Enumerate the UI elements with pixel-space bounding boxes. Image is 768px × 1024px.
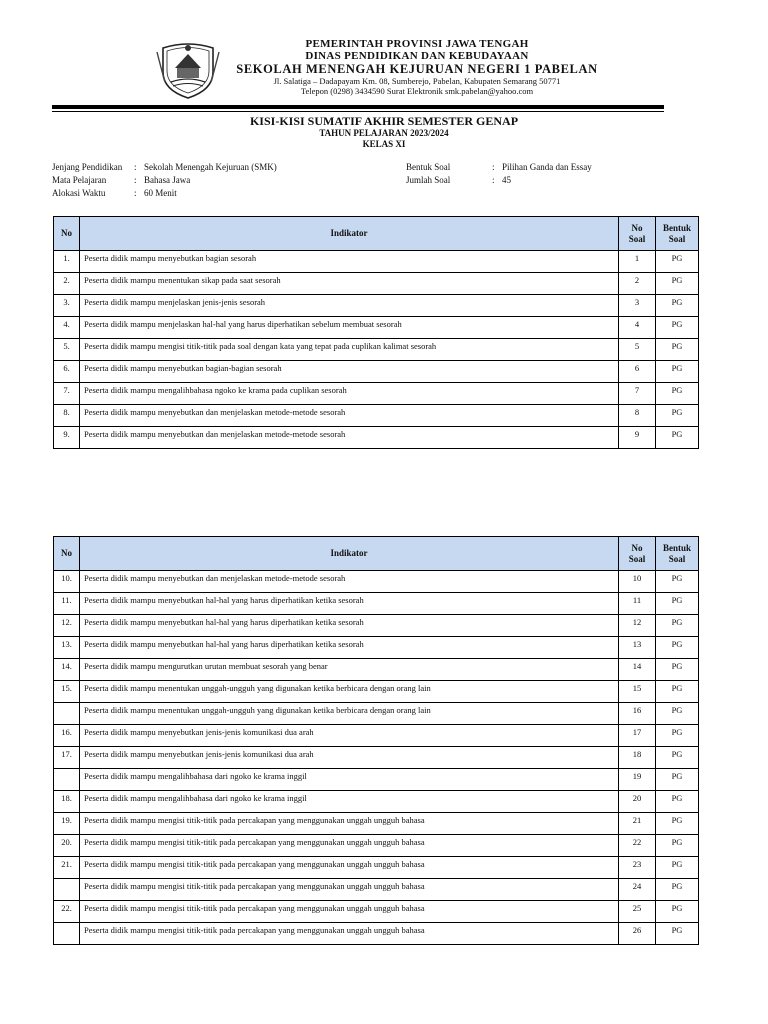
indicator-table-1	[53, 216, 699, 449]
cell-bentuk-soal: PG	[656, 769, 699, 791]
letterhead-rule-thick	[52, 105, 664, 109]
cell-bentuk-soal: PG	[656, 571, 699, 593]
table-row	[54, 383, 699, 405]
cell-no: 21.	[54, 857, 80, 879]
cell-no-soal: 18	[619, 747, 656, 769]
table-row	[54, 857, 699, 879]
cell-no: 2.	[54, 273, 80, 295]
info-row	[406, 174, 592, 187]
cell-no-soal: 9	[619, 427, 656, 449]
cell-bentuk-soal: PG	[656, 317, 699, 339]
cell-no-soal: 2	[619, 273, 656, 295]
cell-no: 18.	[54, 791, 80, 813]
cell-no-soal: 13	[619, 637, 656, 659]
table-row	[54, 659, 699, 681]
table-row	[54, 339, 699, 361]
cell-indikator: Peserta didik mampu menyebutkan hal-hal yang harus diperhatikan ketika sesorah	[80, 593, 619, 615]
info-value: Pilihan Ganda dan Essay	[502, 162, 592, 172]
letterhead-line-2: DINAS PENDIDIKAN DAN KEBUDAYAAN	[305, 50, 529, 62]
cell-indikator: Peserta didik mampu menjelaskan hal-hal yang harus diperhatikan sebelum membuat sesorah	[80, 317, 619, 339]
cell-indikator: Peserta didik mampu mengisi titik-titik pada percakapan yang menggunakan unggah ungguh bahasa	[80, 879, 619, 901]
info-right	[406, 161, 592, 187]
cell-no-soal: 3	[619, 295, 656, 317]
cell-indikator: Peserta didik mampu mengisi titik-titik pada percakapan yang menggunakan unggah ungguh bahasa	[80, 835, 619, 857]
cell-no-soal: 19	[619, 769, 656, 791]
header-no-soal-line1: No	[631, 222, 643, 233]
cell-no: 6.	[54, 361, 80, 383]
cell-indikator: Peserta didik mampu mengisi titik-titik pada percakapan yang menggunakan unggah ungguh bahasa	[80, 901, 619, 923]
cell-indikator: Peserta didik mampu menyebutkan dan menjelaskan metode-metode sesorah	[80, 405, 619, 427]
header-indikator: Indikator	[80, 537, 619, 571]
table-row	[54, 923, 699, 945]
info-row	[52, 187, 277, 200]
header-no: No	[54, 217, 80, 251]
title-year: TAHUN PELAJARAN 2023/2024	[319, 128, 449, 138]
table-row	[54, 901, 699, 923]
cell-no-soal: 22	[619, 835, 656, 857]
cell-no-soal: 1	[619, 251, 656, 273]
cell-indikator: Peserta didik mampu mengisi titik-titik pada percakapan yang menggunakan unggah ungguh bahasa	[80, 923, 619, 945]
header-bentuk-line2: Soal	[668, 233, 686, 244]
cell-indikator: Peserta didik mampu menyebutkan dan menjelaskan metode-metode sesorah	[80, 571, 619, 593]
header-no-soal-line2: Soal	[628, 233, 646, 244]
cell-bentuk-soal: PG	[656, 593, 699, 615]
table-row	[54, 725, 699, 747]
cell-no	[54, 703, 80, 725]
cell-no-soal: 21	[619, 813, 656, 835]
cell-indikator: Peserta didik mampu menyebutkan hal-hal yang harus diperhatikan ketika sesorah	[80, 615, 619, 637]
cell-indikator: Peserta didik mampu menentukan sikap pada saat sesorah	[80, 273, 619, 295]
cell-bentuk-soal: PG	[656, 615, 699, 637]
cell-indikator: Peserta didik mampu mengalihbahasa ngoko ke krama pada cuplikan sesorah	[80, 383, 619, 405]
header-indikator: Indikator	[80, 217, 619, 251]
cell-no-soal: 8	[619, 405, 656, 427]
info-label: Bentuk Soal	[406, 162, 451, 172]
table-row	[54, 835, 699, 857]
table-row	[54, 615, 699, 637]
table-row	[54, 593, 699, 615]
table-row	[54, 769, 699, 791]
cell-no: 14.	[54, 659, 80, 681]
cell-bentuk-soal: PG	[656, 901, 699, 923]
cell-indikator: Peserta didik mampu mengisi titik-titik pada soal dengan kata yang tepat pada cuplikan kalimat sesorah	[80, 339, 619, 361]
cell-bentuk-soal: PG	[656, 251, 699, 273]
cell-no-soal: 16	[619, 703, 656, 725]
cell-no: 5.	[54, 339, 80, 361]
cell-no-soal: 20	[619, 791, 656, 813]
info-value: Bahasa Jawa	[144, 175, 191, 185]
info-left	[52, 161, 277, 200]
header-bentuk-line1: Bentuk	[662, 222, 691, 233]
info-label: Mata Pelajaran	[52, 175, 107, 185]
cell-no: 3.	[54, 295, 80, 317]
cell-no-soal: 7	[619, 383, 656, 405]
header-no-soal-line2: Soal	[628, 553, 646, 564]
table-row	[54, 295, 699, 317]
info-colon: :	[134, 162, 137, 172]
table-row	[54, 813, 699, 835]
cell-indikator: Peserta didik mampu menyebutkan hal-hal yang harus diperhatikan ketika sesorah	[80, 637, 619, 659]
cell-no: 10.	[54, 571, 80, 593]
cell-no-soal: 15	[619, 681, 656, 703]
cell-bentuk-soal: PG	[656, 923, 699, 945]
table-header-row	[54, 217, 699, 251]
cell-bentuk-soal: PG	[656, 295, 699, 317]
cell-no: 16.	[54, 725, 80, 747]
table-row	[54, 361, 699, 383]
info-value: 45	[502, 175, 511, 185]
cell-no: 9.	[54, 427, 80, 449]
cell-indikator: Peserta didik mampu menyebutkan jenis-jenis komunikasi dua arah	[80, 747, 619, 769]
table-row	[54, 427, 699, 449]
cell-indikator: Peserta didik mampu mengisi titik-titik pada percakapan yang menggunakan unggah ungguh bahasa	[80, 813, 619, 835]
info-label: Jumlah Soal	[406, 175, 451, 185]
cell-no-soal: 24	[619, 879, 656, 901]
header-no: No	[54, 537, 80, 571]
table-row	[54, 251, 699, 273]
cell-bentuk-soal: PG	[656, 405, 699, 427]
info-value: Sekolah Menengah Kejuruan (SMK)	[144, 162, 277, 172]
table-header-row	[54, 537, 699, 571]
cell-no: 20.	[54, 835, 80, 857]
header-no-soal-line1: No	[631, 542, 643, 553]
table-row	[54, 405, 699, 427]
cell-no: 22.	[54, 901, 80, 923]
cell-indikator: Peserta didik mampu menyebutkan bagian-bagian sesorah	[80, 361, 619, 383]
title-class: KELAS XI	[362, 139, 406, 149]
table-row	[54, 273, 699, 295]
cell-no-soal: 11	[619, 593, 656, 615]
cell-bentuk-soal: PG	[656, 813, 699, 835]
cell-indikator: Peserta didik mampu mengisi titik-titik pada percakapan yang menggunakan unggah ungguh bahasa	[80, 857, 619, 879]
cell-indikator: Peserta didik mampu mengalihbahasa dari ngoko ke krama inggil	[80, 769, 619, 791]
info-colon: :	[492, 162, 495, 172]
table-row	[54, 681, 699, 703]
cell-no: 11.	[54, 593, 80, 615]
cell-no-soal: 25	[619, 901, 656, 923]
cell-bentuk-soal: PG	[656, 427, 699, 449]
cell-no	[54, 879, 80, 901]
cell-indikator: Peserta didik mampu mengalihbahasa dari ngoko ke krama inggil	[80, 791, 619, 813]
cell-indikator: Peserta didik mampu menyebutkan jenis-jenis komunikasi dua arah	[80, 725, 619, 747]
info-colon: :	[134, 175, 137, 185]
province-emblem-icon	[155, 38, 221, 100]
cell-no: 7.	[54, 383, 80, 405]
letterhead-rule-thin	[52, 111, 664, 112]
cell-bentuk-soal: PG	[656, 747, 699, 769]
cell-bentuk-soal: PG	[656, 637, 699, 659]
header-bentuk-soal	[656, 537, 699, 571]
title-main: KISI-KISI SUMATIF AKHIR SEMESTER GENAP	[249, 114, 519, 128]
table-row	[54, 747, 699, 769]
cell-bentuk-soal: PG	[656, 857, 699, 879]
cell-bentuk-soal: PG	[656, 681, 699, 703]
cell-bentuk-soal: PG	[656, 273, 699, 295]
cell-no: 8.	[54, 405, 80, 427]
letterhead	[0, 36, 768, 106]
cell-no-soal: 23	[619, 857, 656, 879]
cell-bentuk-soal: PG	[656, 725, 699, 747]
cell-no-soal: 12	[619, 615, 656, 637]
cell-bentuk-soal: PG	[656, 339, 699, 361]
cell-indikator: Peserta didik mampu menentukan unggah-ungguh yang digunakan ketika berbicara dengan orang lain	[80, 703, 619, 725]
cell-bentuk-soal: PG	[656, 791, 699, 813]
cell-no: 15.	[54, 681, 80, 703]
cell-indikator: Peserta didik mampu menentukan unggah-ungguh yang digunakan ketika berbicara dengan orang lain	[80, 681, 619, 703]
cell-no: 13.	[54, 637, 80, 659]
header-bentuk-soal	[656, 217, 699, 251]
cell-no: 17.	[54, 747, 80, 769]
cell-no: 1.	[54, 251, 80, 273]
info-label: Jenjang Pendidikan	[52, 162, 123, 172]
cell-no: 19.	[54, 813, 80, 835]
table-row	[54, 703, 699, 725]
indicator-table-2	[53, 536, 699, 945]
info-label: Alokasi Waktu	[52, 188, 106, 198]
cell-no-soal: 26	[619, 923, 656, 945]
info-row	[406, 161, 592, 174]
info-row	[52, 161, 277, 174]
cell-no-soal: 6	[619, 361, 656, 383]
table-row	[54, 879, 699, 901]
cell-bentuk-soal: PG	[656, 383, 699, 405]
cell-bentuk-soal: PG	[656, 361, 699, 383]
cell-indikator: Peserta didik mampu menyebutkan dan menjelaskan metode-metode sesorah	[80, 427, 619, 449]
info-value: 60 Menit	[144, 188, 177, 198]
header-no-soal	[619, 217, 656, 251]
table-row	[54, 317, 699, 339]
cell-no: 12.	[54, 615, 80, 637]
cell-indikator: Peserta didik mampu menyebutkan bagian sesorah	[80, 251, 619, 273]
table-row	[54, 637, 699, 659]
cell-indikator: Peserta didik mampu menjelaskan jenis-jenis sesorah	[80, 295, 619, 317]
header-bentuk-line2: Soal	[668, 553, 686, 564]
header-bentuk-line1: Bentuk	[662, 542, 691, 553]
cell-no: 4.	[54, 317, 80, 339]
header-no-soal	[619, 537, 656, 571]
cell-no-soal: 5	[619, 339, 656, 361]
table-row	[54, 791, 699, 813]
cell-indikator: Peserta didik mampu mengurutkan urutan membuat sesorah yang benar	[80, 659, 619, 681]
cell-bentuk-soal: PG	[656, 835, 699, 857]
table-row	[54, 571, 699, 593]
letterhead-address: Jl. Salatiga – Dadapayam Km. 08, Sumberejo, Pabelan, Kabupaten Semarang 50771	[273, 76, 561, 86]
letterhead-school-name: SEKOLAH MENENGAH KEJURUAN NEGERI 1 PABELAN	[236, 62, 598, 76]
cell-no-soal: 14	[619, 659, 656, 681]
info-colon: :	[492, 175, 495, 185]
cell-no-soal: 10	[619, 571, 656, 593]
cell-bentuk-soal: PG	[656, 703, 699, 725]
info-row	[52, 174, 277, 187]
cell-no-soal: 17	[619, 725, 656, 747]
letterhead-contact: Telepon (0298) 3434590 Surat Elektronik smk.pabelan@yahoo.com	[300, 86, 534, 96]
cell-bentuk-soal: PG	[656, 659, 699, 681]
cell-bentuk-soal: PG	[656, 879, 699, 901]
document-title	[0, 115, 768, 150]
cell-no	[54, 923, 80, 945]
cell-no	[54, 769, 80, 791]
cell-no-soal: 4	[619, 317, 656, 339]
letterhead-line-1: PEMERINTAH PROVINSI JAWA TENGAH	[305, 38, 529, 50]
info-colon: :	[134, 188, 137, 198]
